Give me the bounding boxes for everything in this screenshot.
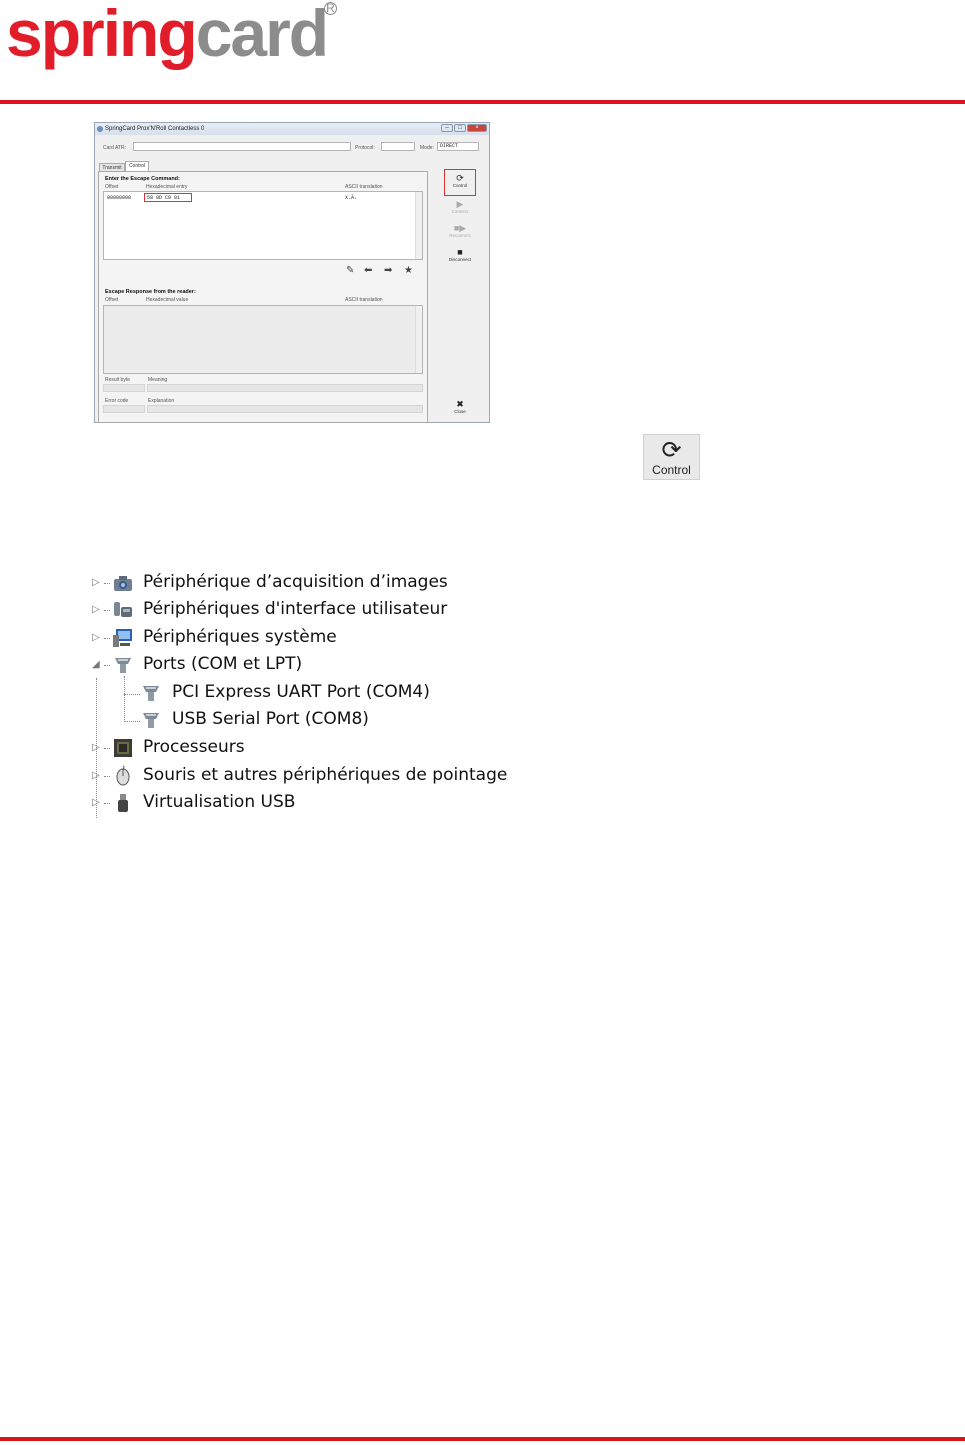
refresh-icon: ⟳ bbox=[661, 437, 682, 464]
mode-label: Mode: bbox=[420, 145, 434, 151]
result-byte-field bbox=[103, 384, 145, 392]
card-atr-field[interactable] bbox=[133, 142, 351, 151]
error-code-label: Error code bbox=[105, 398, 129, 404]
response-viewer bbox=[103, 305, 423, 374]
response-hex-header: Hexadecimal value bbox=[146, 297, 189, 303]
control-button[interactable]: ⟳ Control bbox=[445, 173, 475, 188]
star-icon[interactable]: ★ bbox=[404, 265, 413, 276]
expand-arrow-icon[interactable]: ▷ bbox=[92, 742, 100, 753]
tab-control[interactable]: Control bbox=[125, 161, 149, 172]
eraser-icon[interactable]: ✎ bbox=[346, 265, 355, 276]
mouse-icon bbox=[112, 765, 134, 787]
response-offset-header: Offset bbox=[105, 297, 119, 303]
close-window-button[interactable]: × bbox=[467, 124, 487, 132]
response-scrollbar[interactable] bbox=[415, 306, 422, 373]
result-byte-label: Result byte bbox=[105, 377, 131, 383]
protocol-label: Protocol: bbox=[355, 145, 375, 151]
collapse-arrow-icon[interactable]: ◢ bbox=[92, 659, 100, 670]
meaning-label: Meaning bbox=[148, 377, 168, 383]
tree-connector bbox=[124, 676, 125, 722]
explanation-label: Explanation bbox=[148, 398, 175, 404]
computer-icon bbox=[112, 627, 134, 649]
port-icon bbox=[140, 709, 162, 731]
springcard-logo: springcard R bbox=[6, 0, 327, 66]
close-button[interactable]: ✖ Close bbox=[445, 399, 475, 414]
connect-button[interactable]: ▶ Connect bbox=[445, 199, 475, 214]
stop-icon: ■ bbox=[457, 247, 463, 257]
arrow-left-icon[interactable]: ⬅ bbox=[364, 265, 373, 276]
expand-arrow-icon[interactable]: ▷ bbox=[92, 797, 100, 808]
registered-mark: R bbox=[324, 2, 337, 15]
tree-connector bbox=[124, 721, 140, 722]
expand-arrow-icon[interactable]: ▷ bbox=[92, 577, 100, 588]
control-panel bbox=[98, 171, 428, 423]
tab-transmit[interactable]: Transmit bbox=[99, 163, 125, 172]
footer-rule bbox=[0, 1437, 965, 1441]
reconnect-button[interactable]: ■▶ Reconnect bbox=[445, 223, 475, 238]
mode-field[interactable]: DIRECT bbox=[437, 142, 479, 151]
meaning-field bbox=[147, 384, 423, 392]
processor-icon bbox=[112, 737, 134, 759]
command-editor[interactable] bbox=[103, 191, 423, 260]
card-atr-label: Card ATR: bbox=[103, 145, 126, 151]
command-ascii-value: X.À. bbox=[345, 195, 358, 201]
arrow-right-icon[interactable]: ➡ bbox=[384, 265, 393, 276]
app-icon bbox=[97, 126, 103, 132]
camera-icon bbox=[112, 572, 134, 594]
minimize-button[interactable]: – bbox=[441, 124, 453, 132]
response-title: Escape Response from the reader: bbox=[105, 289, 196, 295]
command-hex-value[interactable]: 58 0D C0 01 bbox=[147, 195, 181, 201]
command-offset-value: 00000000 bbox=[107, 195, 132, 201]
control-button-enlarged[interactable] bbox=[643, 434, 700, 480]
refresh-icon: ⟳ bbox=[456, 173, 464, 183]
window-title: SpringCard Prox'N'Roll Contactless 0 bbox=[105, 126, 205, 132]
command-ascii-header: ASCII translation bbox=[345, 184, 383, 190]
disconnect-button[interactable]: ■ Disconnect bbox=[445, 247, 475, 262]
error-code-field bbox=[103, 405, 145, 413]
response-ascii-header: ASCII translation bbox=[345, 297, 383, 303]
stop-play-icon: ■▶ bbox=[453, 223, 467, 233]
window-titlebar bbox=[95, 123, 489, 135]
protocol-field[interactable] bbox=[381, 142, 415, 151]
app-window bbox=[94, 122, 490, 423]
expand-arrow-icon[interactable]: ▷ bbox=[92, 632, 100, 643]
maximize-button[interactable]: □ bbox=[454, 124, 466, 132]
command-scrollbar[interactable] bbox=[415, 192, 422, 259]
expand-arrow-icon[interactable]: ▷ bbox=[92, 604, 100, 615]
port-icon bbox=[140, 682, 162, 704]
port-icon bbox=[112, 654, 134, 676]
play-icon: ▶ bbox=[456, 199, 464, 209]
explanation-field bbox=[147, 405, 423, 413]
command-offset-header: Offset bbox=[105, 184, 119, 190]
close-icon: ✖ bbox=[456, 399, 464, 409]
usb-icon bbox=[112, 792, 134, 814]
expand-arrow-icon[interactable]: ▷ bbox=[92, 770, 100, 781]
command-title: Enter the Escape Command: bbox=[105, 176, 180, 182]
hid-icon bbox=[112, 599, 134, 621]
tree-connector bbox=[124, 694, 140, 695]
header-rule bbox=[0, 100, 965, 104]
control-button-label: Control bbox=[652, 463, 691, 477]
command-hex-header: Hexadecimal entry bbox=[146, 184, 188, 190]
